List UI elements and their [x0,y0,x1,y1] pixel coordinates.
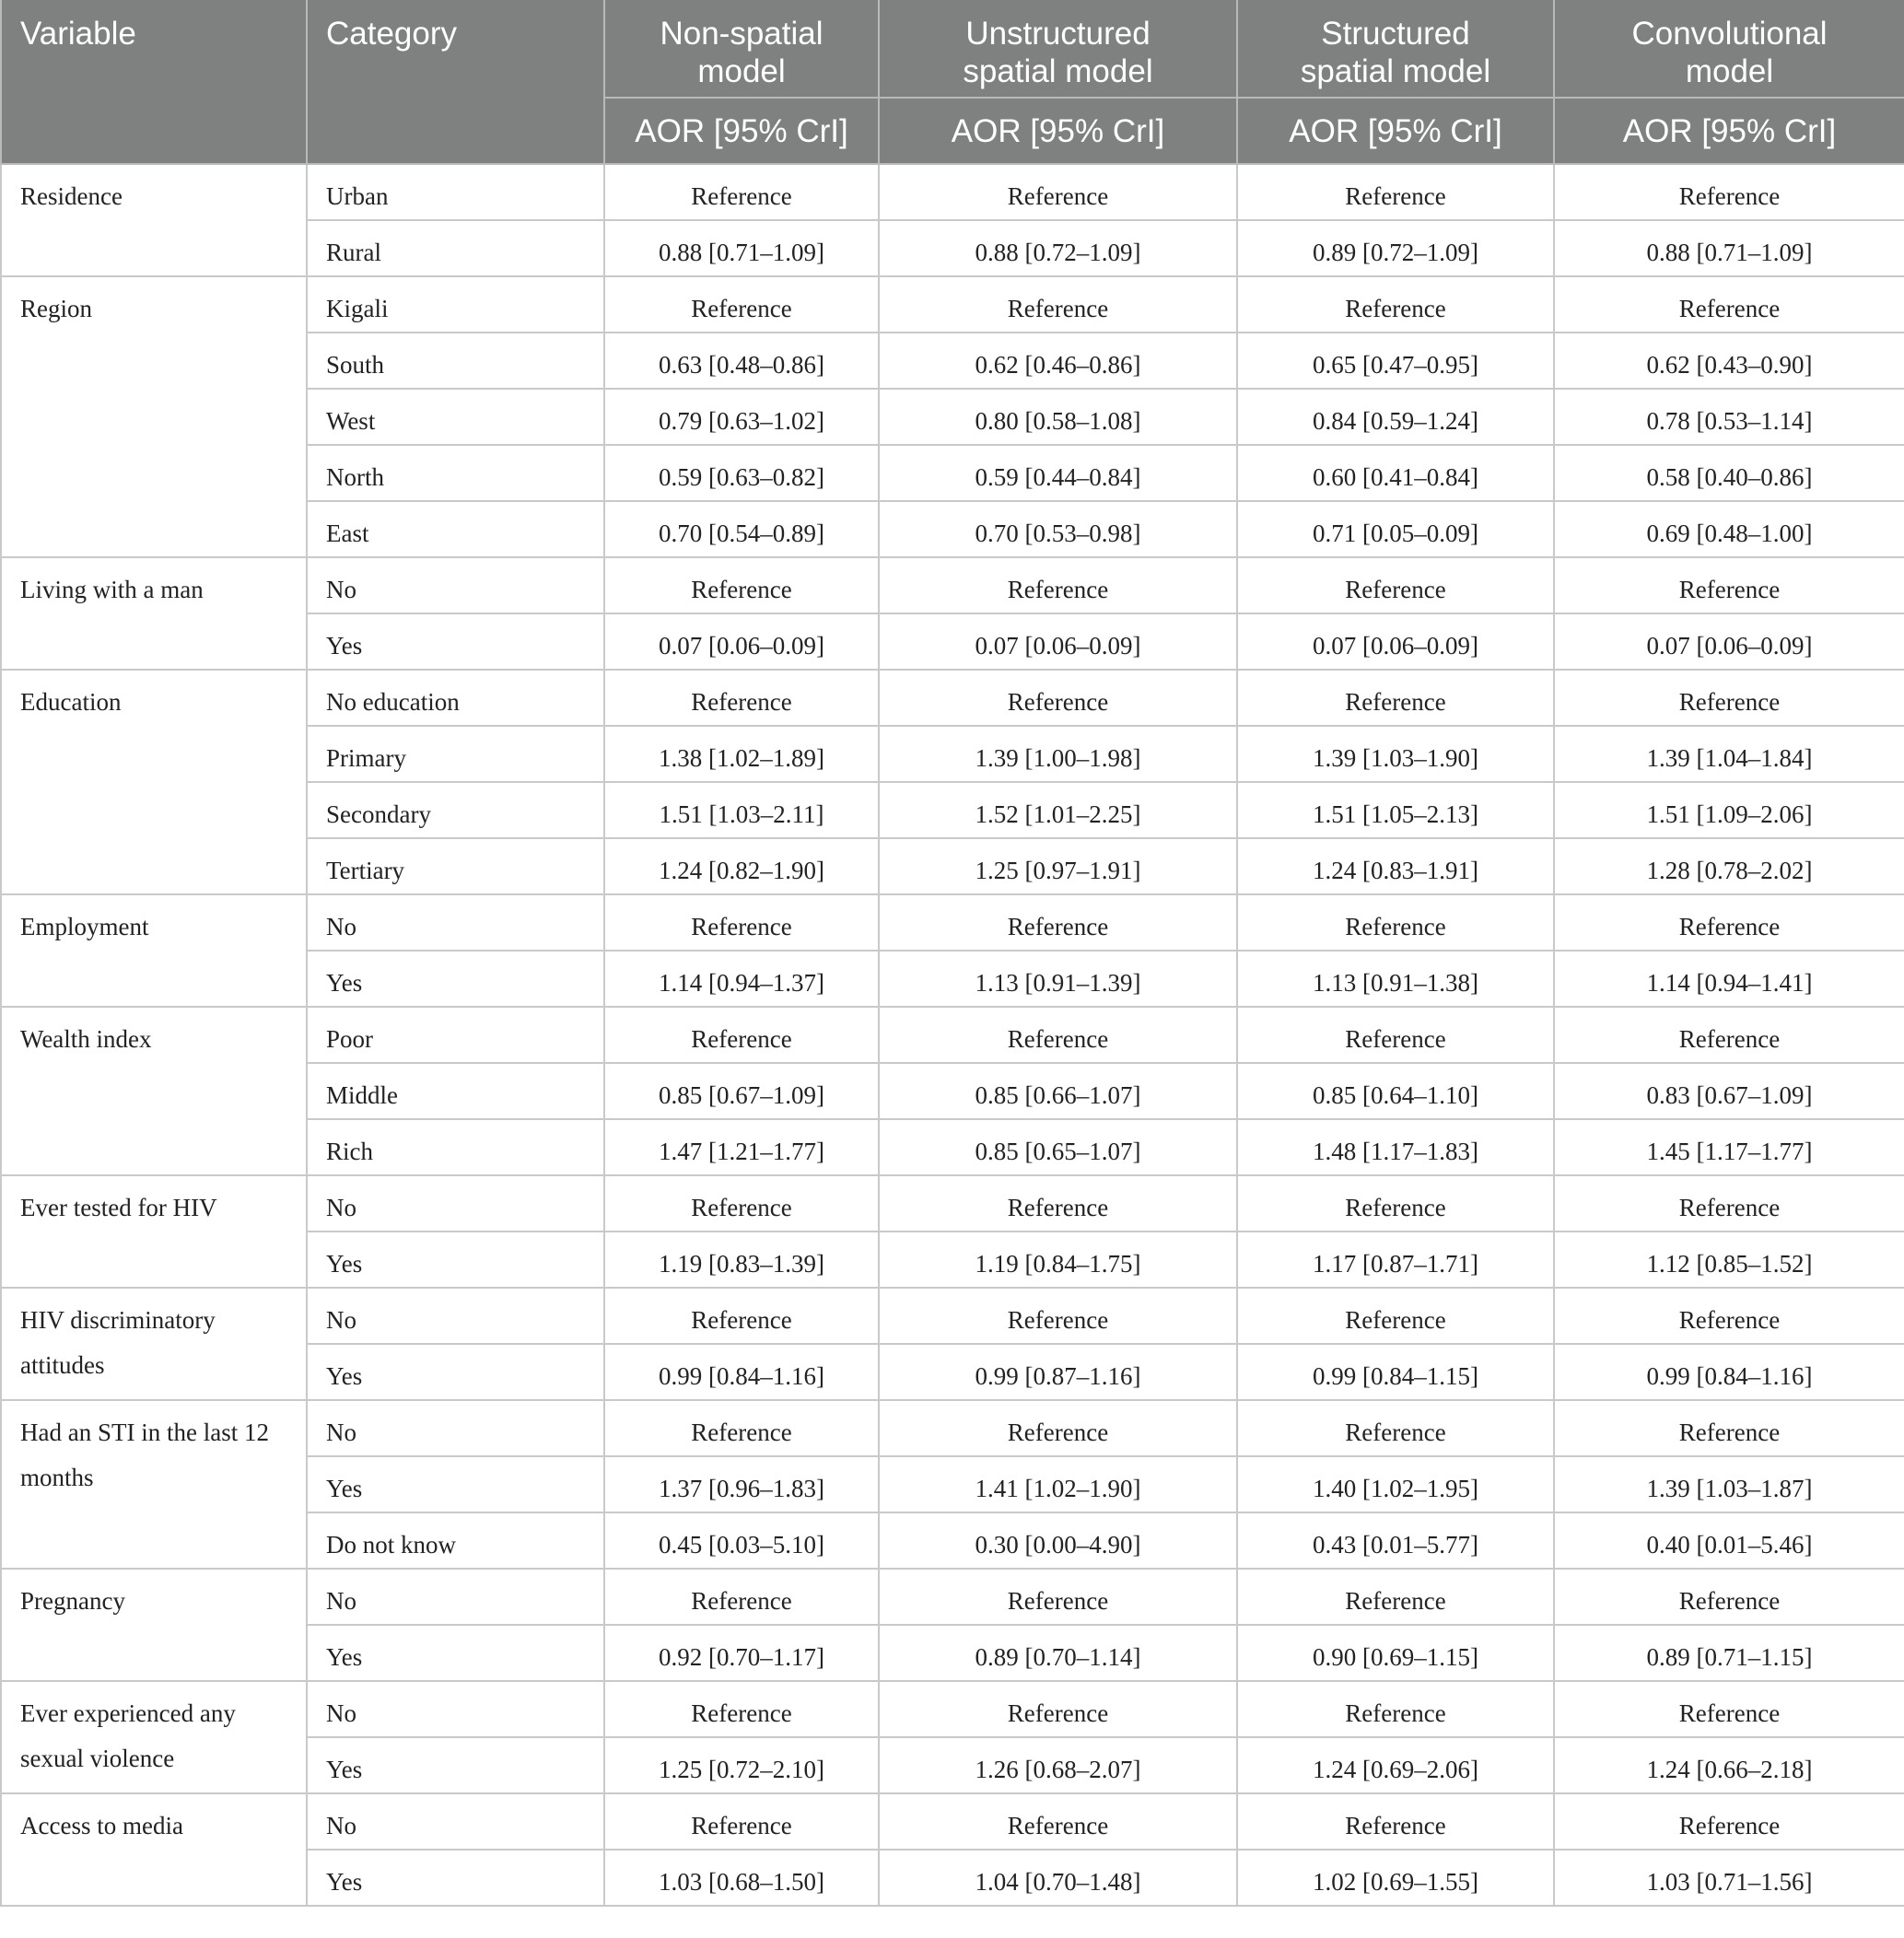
header-line: Convolutional [1631,16,1828,52]
category-cell: Yes [307,951,604,1007]
category-cell: North [307,445,604,501]
variable-cell: Residence [1,164,307,276]
header-line: Structured [1321,16,1470,52]
table-body [1,164,1904,1906]
value-cell: Reference [879,1288,1237,1344]
value-cell: 1.24 [0.66–2.18] [1554,1737,1904,1793]
table-row [1,1681,1904,1737]
value-cell: Reference [879,1007,1237,1063]
value-cell: 0.07 [0.06–0.09] [604,613,879,670]
value-cell: 0.07 [0.06–0.09] [1554,613,1904,670]
value-cell: Reference [1237,1400,1554,1456]
header-model-structured [1237,0,1554,98]
value-cell: 0.62 [0.43–0.90] [1554,333,1904,389]
header-model-convolutional [1554,0,1904,98]
value-cell: 1.26 [0.68–2.07] [879,1737,1237,1793]
value-cell: 1.51 [1.03–2.11] [604,782,879,838]
value-cell: Reference [1554,1007,1904,1063]
header-category: Category [307,0,604,164]
value-cell: 1.02 [0.69–1.55] [1237,1850,1554,1906]
category-cell: Yes [307,1344,604,1400]
table-row [1,894,1904,951]
category-cell: Rich [307,1119,604,1175]
variable-cell: Education [1,670,307,894]
value-cell: Reference [604,1175,879,1232]
value-cell: Reference [604,1569,879,1625]
value-cell: 1.38 [1.02–1.89] [604,726,879,782]
value-cell: 1.39 [1.04–1.84] [1554,726,1904,782]
value-cell: 1.41 [1.02–1.90] [879,1456,1237,1512]
category-cell: No [307,1400,604,1456]
value-cell: Reference [1237,1007,1554,1063]
header-model-unstructured [879,0,1237,98]
variable-cell: Had an STI in the last 12 months [1,1400,307,1569]
value-cell: 0.80 [0.58–1.08] [879,389,1237,445]
value-cell: Reference [1237,1681,1554,1737]
category-cell: Yes [307,1625,604,1681]
category-cell: No [307,894,604,951]
category-cell: No [307,1569,604,1625]
value-cell: 0.71 [0.05–0.09] [1237,501,1554,557]
value-cell: Reference [879,557,1237,613]
value-cell: Reference [1237,894,1554,951]
value-cell: 0.78 [0.53–1.14] [1554,389,1904,445]
header-aor: AOR [95% CrI] [604,98,879,164]
value-cell: 1.12 [0.85–1.52] [1554,1232,1904,1288]
table-row [1,164,1904,220]
value-cell: Reference [879,1793,1237,1850]
table-row [1,1175,1904,1232]
value-cell: 0.88 [0.71–1.09] [604,220,879,276]
variable-cell: Pregnancy [1,1569,307,1681]
table-row [1,1007,1904,1063]
value-cell: Reference [604,1793,879,1850]
value-cell: 1.25 [0.97–1.91] [879,838,1237,894]
value-cell: 1.37 [0.96–1.83] [604,1456,879,1512]
category-cell: Rural [307,220,604,276]
value-cell: Reference [604,894,879,951]
value-cell: Reference [1554,276,1904,333]
value-cell: 0.99 [0.84–1.15] [1237,1344,1554,1400]
value-cell: 0.99 [0.84–1.16] [604,1344,879,1400]
value-cell: 0.62 [0.46–0.86] [879,333,1237,389]
value-cell: 1.24 [0.82–1.90] [604,838,879,894]
header-aor: AOR [95% CrI] [1554,98,1904,164]
variable-cell: Access to media [1,1793,307,1906]
table-row [1,276,1904,333]
value-cell: Reference [879,276,1237,333]
category-cell: Yes [307,613,604,670]
value-cell: 0.85 [0.67–1.09] [604,1063,879,1119]
value-cell: 0.30 [0.00–4.90] [879,1512,1237,1569]
value-cell: 1.19 [0.83–1.39] [604,1232,879,1288]
value-cell: Reference [1237,670,1554,726]
category-cell: South [307,333,604,389]
category-cell: No [307,1175,604,1232]
value-cell: 0.59 [0.44–0.84] [879,445,1237,501]
table-row [1,1400,1904,1456]
value-cell: Reference [1237,276,1554,333]
table-row [1,1793,1904,1850]
category-cell: Secondary [307,782,604,838]
value-cell: 0.99 [0.84–1.16] [1554,1344,1904,1400]
value-cell: 1.24 [0.83–1.91] [1237,838,1554,894]
category-cell: No [307,557,604,613]
category-cell: Poor [307,1007,604,1063]
table-row [1,1569,1904,1625]
value-cell: 1.39 [1.03–1.90] [1237,726,1554,782]
table-row [1,557,1904,613]
value-cell: Reference [1554,557,1904,613]
value-cell: 0.92 [0.70–1.17] [604,1625,879,1681]
value-cell: 0.88 [0.72–1.09] [879,220,1237,276]
value-cell: Reference [1554,164,1904,220]
value-cell: 1.04 [0.70–1.48] [879,1850,1237,1906]
value-cell: Reference [1554,1175,1904,1232]
value-cell: Reference [1237,1288,1554,1344]
value-cell: 1.28 [0.78–2.02] [1554,838,1904,894]
header-line: spatial model [1300,53,1491,89]
value-cell: Reference [1554,1288,1904,1344]
value-cell: Reference [1554,1793,1904,1850]
value-cell: Reference [1554,1400,1904,1456]
value-cell: 0.85 [0.66–1.07] [879,1063,1237,1119]
value-cell: 1.24 [0.69–2.06] [1237,1737,1554,1793]
value-cell: Reference [604,1288,879,1344]
category-cell: No [307,1681,604,1737]
value-cell: 0.90 [0.69–1.15] [1237,1625,1554,1681]
value-cell: Reference [879,1681,1237,1737]
variable-cell: Employment [1,894,307,1007]
variable-cell: Ever experienced any sexual violence [1,1681,307,1793]
category-cell: Tertiary [307,838,604,894]
category-cell: Kigali [307,276,604,333]
value-cell: 1.03 [0.68–1.50] [604,1850,879,1906]
value-cell: 0.88 [0.71–1.09] [1554,220,1904,276]
value-cell: Reference [879,1569,1237,1625]
header-aor: AOR [95% CrI] [879,98,1237,164]
header-model-non-spatial [604,0,879,98]
value-cell: 0.63 [0.48–0.86] [604,333,879,389]
category-cell: No education [307,670,604,726]
value-cell: 0.40 [0.01–5.46] [1554,1512,1904,1569]
value-cell: 1.51 [1.05–2.13] [1237,782,1554,838]
value-cell: Reference [1237,1569,1554,1625]
value-cell: 0.70 [0.53–0.98] [879,501,1237,557]
category-cell: Yes [307,1737,604,1793]
value-cell: 1.40 [1.02–1.95] [1237,1456,1554,1512]
value-cell: 0.79 [0.63–1.02] [604,389,879,445]
value-cell: 1.51 [1.09–2.06] [1554,782,1904,838]
variable-cell: Ever tested for HIV [1,1175,307,1288]
category-cell: Yes [307,1850,604,1906]
value-cell: 1.03 [0.71–1.56] [1554,1850,1904,1906]
variable-cell: Wealth index [1,1007,307,1175]
value-cell: Reference [604,1007,879,1063]
value-cell: 0.07 [0.06–0.09] [1237,613,1554,670]
category-cell: East [307,501,604,557]
value-cell: 0.84 [0.59–1.24] [1237,389,1554,445]
value-cell: 0.69 [0.48–1.00] [1554,501,1904,557]
header-line: Unstructured [965,16,1151,52]
table-row [1,1288,1904,1344]
value-cell: Reference [1554,1569,1904,1625]
table-header [1,0,1904,164]
category-cell: Middle [307,1063,604,1119]
value-cell: 0.89 [0.70–1.14] [879,1625,1237,1681]
value-cell: 1.13 [0.91–1.39] [879,951,1237,1007]
header-line: spatial model [963,53,1153,89]
value-cell: 1.17 [0.87–1.71] [1237,1232,1554,1288]
value-cell: Reference [1554,1681,1904,1737]
value-cell: 1.39 [1.03–1.87] [1554,1456,1904,1512]
value-cell: Reference [604,557,879,613]
value-cell: Reference [879,164,1237,220]
value-cell: Reference [1237,1793,1554,1850]
category-cell: Urban [307,164,604,220]
value-cell: 0.83 [0.67–1.09] [1554,1063,1904,1119]
value-cell: 0.70 [0.54–0.89] [604,501,879,557]
value-cell: Reference [879,670,1237,726]
value-cell: 0.89 [0.71–1.15] [1554,1625,1904,1681]
value-cell: Reference [1554,894,1904,951]
value-cell: 0.89 [0.72–1.09] [1237,220,1554,276]
variable-cell: Living with a man [1,557,307,670]
value-cell: 0.85 [0.64–1.10] [1237,1063,1554,1119]
category-cell: Yes [307,1232,604,1288]
category-cell: No [307,1288,604,1344]
value-cell: 0.59 [0.63–0.82] [604,445,879,501]
category-cell: Do not know [307,1512,604,1569]
header-line: Non-spatial [660,16,824,52]
header-aor: AOR [95% CrI] [1237,98,1554,164]
value-cell: 0.07 [0.06–0.09] [879,613,1237,670]
value-cell: Reference [879,1175,1237,1232]
value-cell: 1.48 [1.17–1.83] [1237,1119,1554,1175]
value-cell: 1.52 [1.01–2.25] [879,782,1237,838]
value-cell: Reference [1237,1175,1554,1232]
value-cell: Reference [879,894,1237,951]
value-cell: Reference [1554,670,1904,726]
value-cell: 0.65 [0.47–0.95] [1237,333,1554,389]
value-cell: 0.60 [0.41–0.84] [1237,445,1554,501]
table-row [1,670,1904,726]
header-variable: Variable [1,0,307,164]
value-cell: Reference [604,670,879,726]
category-cell: West [307,389,604,445]
category-cell: Primary [307,726,604,782]
value-cell: 0.58 [0.40–0.86] [1554,445,1904,501]
value-cell: 1.39 [1.00–1.98] [879,726,1237,782]
header-line: model [697,53,786,89]
value-cell: Reference [1237,164,1554,220]
value-cell: 1.13 [0.91–1.38] [1237,951,1554,1007]
value-cell: Reference [879,1400,1237,1456]
value-cell: 0.45 [0.03–5.10] [604,1512,879,1569]
value-cell: Reference [604,1400,879,1456]
value-cell: 1.14 [0.94–1.37] [604,951,879,1007]
value-cell: 1.19 [0.84–1.75] [879,1232,1237,1288]
category-cell: No [307,1793,604,1850]
value-cell: 0.99 [0.87–1.16] [879,1344,1237,1400]
category-cell: Yes [307,1456,604,1512]
value-cell: 0.85 [0.65–1.07] [879,1119,1237,1175]
variable-cell: Region [1,276,307,557]
value-cell: Reference [604,276,879,333]
header-line: model [1685,53,1774,89]
variable-cell: HIV discriminatory attitudes [1,1288,307,1400]
value-cell: Reference [604,164,879,220]
value-cell: 0.43 [0.01–5.77] [1237,1512,1554,1569]
value-cell: 1.25 [0.72–2.10] [604,1737,879,1793]
value-cell: 1.14 [0.94–1.41] [1554,951,1904,1007]
value-cell: 1.47 [1.21–1.77] [604,1119,879,1175]
value-cell: Reference [604,1681,879,1737]
value-cell: Reference [1237,557,1554,613]
value-cell: 1.45 [1.17–1.77] [1554,1119,1904,1175]
